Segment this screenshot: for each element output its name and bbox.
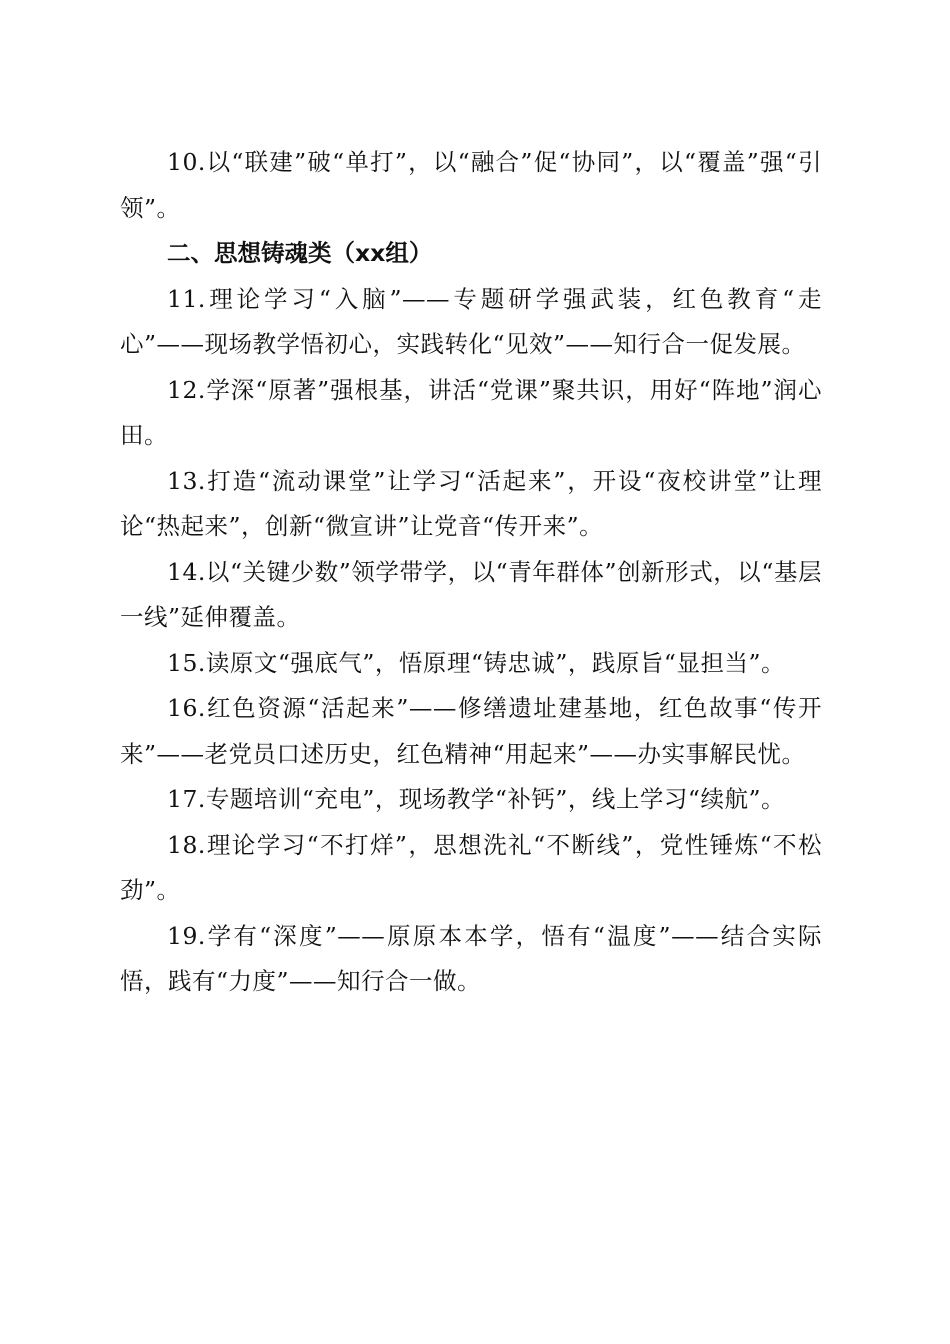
section-heading: 二、思想铸魂类（xx组） (167, 239, 433, 267)
list-item-17: 17.专题培训“充电”，现场教学“补钙”，线上学习“续航”。 (167, 785, 785, 813)
list-item-14: 14.以“关键少数”领学带学，以“青年群体”创新形式，以“基层一线”延伸覆盖。 (120, 557, 822, 631)
list-item-12: 12.学深“原著”强根基，讲活“党课”聚共识，用好“阵地”润心田。 (120, 375, 822, 449)
list-item-18: 18.理论学习“不打烊”，思想洗礼“不断线”，党性锤炼“不松劲”。 (120, 830, 822, 904)
list-item-15: 15.读原文“强底气”，悟原理“铸忠诚”，践原旨“显担当”。 (167, 648, 785, 677)
list-item-10: 10.以“联建”破“单打”，以“融合”促“协同”，以“覆盖”强“引领”。 (120, 148, 822, 222)
document-body (120, 140, 822, 1005)
list-item-19: 19.学有“深度”——原原本本学，悟有“温度”——结合实际悟，践有“力度”——知行合一做。 (120, 921, 822, 995)
list-item-13: 13.打造“流动课堂”让学习“活起来”，开设“夜校讲堂”让理论“热起来”，创新“微宣讲”让党音“传开来”。 (120, 466, 822, 540)
list-item-16: 16.红色资源“活起来”——修缮遗址建基地，红色故事“传开来”——老党员口述历史，红色精神“用起来”——办实事解民忧。 (120, 694, 822, 768)
list-item-11: 11.理论学习“入脑”——专题研学强武装，红色教育“走心”——现场教学悟初心，实践转化“见效”——知行合一促发展。 (120, 284, 822, 358)
